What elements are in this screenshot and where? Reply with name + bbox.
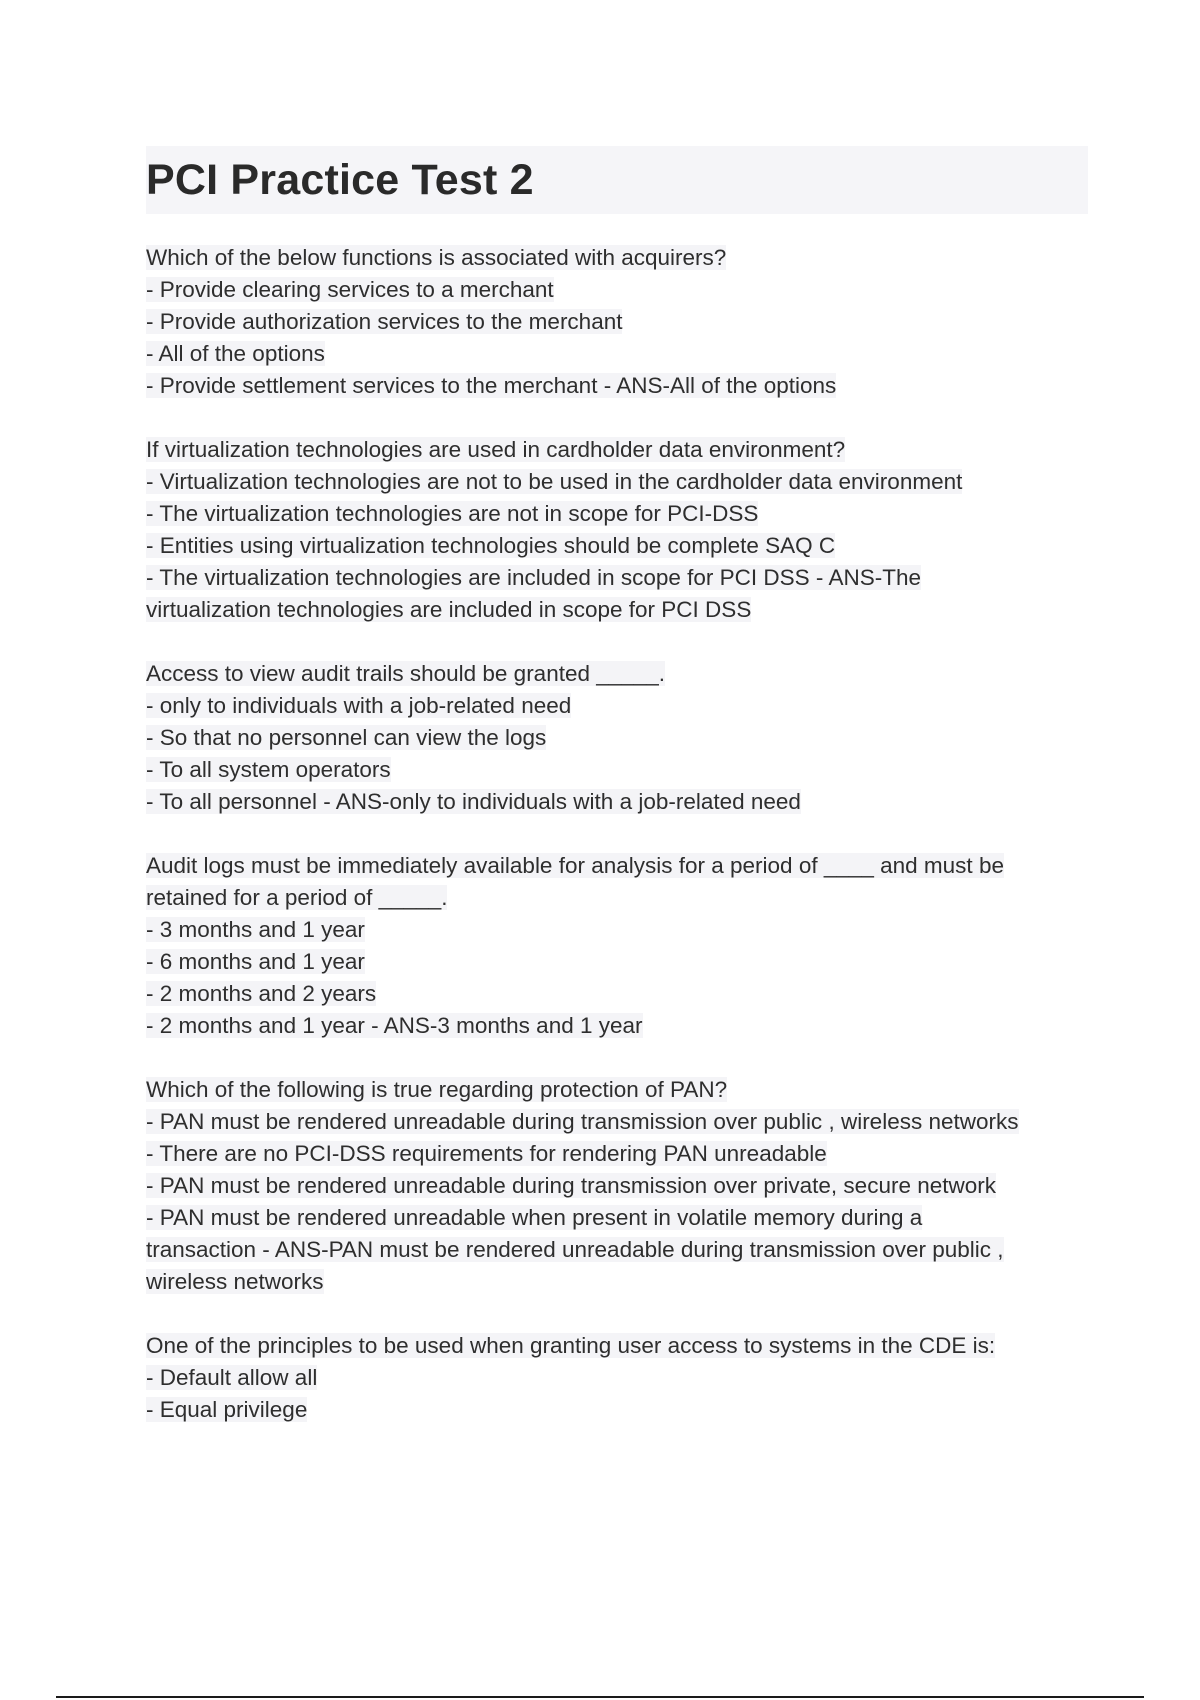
option-text <box>146 338 1088 370</box>
line-text: One of the principles to be used when granting user access to systems in the CDE is: <box>146 1333 996 1358</box>
option-text <box>146 754 1088 786</box>
question-text <box>146 1074 1088 1106</box>
line-text: Audit logs must be immediately available for analysis for a period of ____ and must be <box>146 853 1004 878</box>
option-text <box>146 1362 1088 1394</box>
question-text <box>146 242 1088 274</box>
line-text: - only to individuals with a job-related need <box>146 693 572 718</box>
line-text: If virtualization technologies are used in cardholder data environment? <box>146 437 846 462</box>
line-text: Which of the following is true regarding protection of PAN? <box>146 1077 728 1102</box>
line-text: - Equal privilege <box>146 1397 308 1422</box>
line-text: retained for a period of _____. <box>146 885 448 910</box>
option-text <box>146 530 1088 562</box>
document-title: PCI Practice Test 2 <box>146 155 534 204</box>
line-text: - Entities using virtualization technologies should be complete SAQ C <box>146 533 836 558</box>
line-text: - Virtualization technologies are not to be used in the cardholder data environment <box>146 469 963 494</box>
line-text: - PAN must be rendered unreadable when present in volatile memory during a <box>146 1205 923 1230</box>
line-text: - All of the options <box>146 341 325 366</box>
option-text <box>146 786 1088 818</box>
line-text: - Provide clearing services to a merchant <box>146 277 554 302</box>
question-block <box>146 658 1088 818</box>
option-text <box>146 1202 1088 1234</box>
option-text <box>146 882 1088 914</box>
line-text: - So that no personnel can view the logs <box>146 725 547 750</box>
option-text <box>146 722 1088 754</box>
line-text: virtualization technologies are included in scope for PCI DSS <box>146 597 752 622</box>
title-band <box>146 146 1088 214</box>
line-text: - PAN must be rendered unreadable during transmission over private, secure network <box>146 1173 997 1198</box>
line-text: - 2 months and 2 years <box>146 981 377 1006</box>
question-text <box>146 1330 1088 1362</box>
question-block <box>146 1330 1088 1426</box>
option-text <box>146 1234 1088 1266</box>
line-text: - There are no PCI-DSS requirements for rendering PAN unreadable <box>146 1141 827 1166</box>
line-text: - To all personnel - ANS-only to individuals with a job-related need <box>146 789 801 814</box>
line-text: Access to view audit trails should be granted _____. <box>146 661 666 686</box>
line-text: - To all system operators <box>146 757 391 782</box>
line-text: Which of the below functions is associated with acquirers? <box>146 245 727 270</box>
line-text: - Provide settlement services to the merchant - ANS-All of the options <box>146 373 837 398</box>
option-text <box>146 1010 1088 1042</box>
line-text: - The virtualization technologies are not in scope for PCI-DSS <box>146 501 759 526</box>
line-text: transaction - ANS-PAN must be rendered unreadable during transmission over public , <box>146 1237 1004 1262</box>
question-text <box>146 850 1088 882</box>
question-block <box>146 850 1088 1042</box>
line-text: - Default allow all <box>146 1365 318 1390</box>
line-text: - 3 months and 1 year <box>146 917 365 942</box>
question-block <box>146 434 1088 626</box>
question-block <box>146 242 1088 402</box>
question-block <box>146 1074 1088 1298</box>
line-text: - The virtualization technologies are included in scope for PCI DSS - ANS-The <box>146 565 921 590</box>
option-text <box>146 946 1088 978</box>
option-text <box>146 914 1088 946</box>
line-text: wireless networks <box>146 1269 324 1294</box>
option-text <box>146 1138 1088 1170</box>
option-text <box>146 1266 1088 1298</box>
option-text <box>146 1106 1088 1138</box>
option-text <box>146 466 1088 498</box>
option-text <box>146 562 1088 594</box>
question-text <box>146 658 1088 690</box>
question-text <box>146 434 1088 466</box>
line-text: - PAN must be rendered unreadable during transmission over public , wireless networks <box>146 1109 1019 1134</box>
option-text <box>146 1394 1088 1426</box>
document-page <box>146 146 1088 1458</box>
option-text <box>146 370 1088 402</box>
option-text <box>146 978 1088 1010</box>
page-bottom-divider <box>56 1696 1144 1698</box>
option-text <box>146 594 1088 626</box>
line-text: - 2 months and 1 year - ANS-3 months and 1 year <box>146 1013 643 1038</box>
option-text <box>146 498 1088 530</box>
question-list <box>146 242 1088 1426</box>
option-text <box>146 1170 1088 1202</box>
option-text <box>146 690 1088 722</box>
option-text <box>146 274 1088 306</box>
line-text: - 6 months and 1 year <box>146 949 365 974</box>
option-text <box>146 306 1088 338</box>
line-text: - Provide authorization services to the merchant <box>146 309 623 334</box>
